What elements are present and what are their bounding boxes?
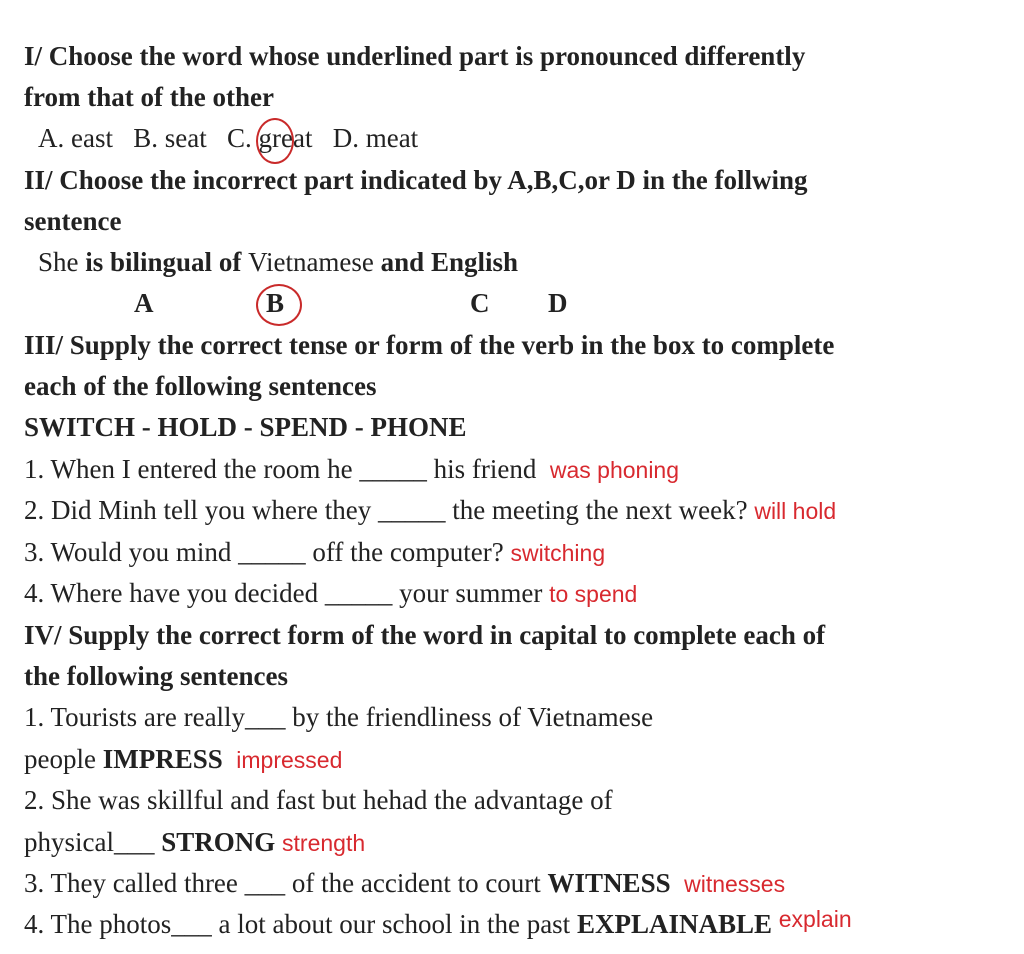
handwritten-answer: witnesses <box>684 871 786 897</box>
section3-item-4 <box>24 576 637 611</box>
capital-word: STRONG <box>161 827 276 857</box>
sentence-part-a: is bilingual <box>85 247 213 277</box>
item-text: people <box>24 744 103 774</box>
section4-item-4 <box>24 907 852 942</box>
section2-title-line1: II/ Choose the incorrect part indicated by A,B,C,or D in the follwing <box>24 165 808 195</box>
letter-b: B <box>266 288 285 318</box>
item-text: 2. Did Minh tell you where they _____ the meeting the next week? <box>24 495 748 525</box>
item-text: 4. Where have you decided _____ your summer <box>24 578 543 608</box>
sentence-part-she: She <box>38 247 86 277</box>
section3-item-3 <box>24 535 605 570</box>
section4-title-line1: IV/ Supply the correct form of the word in capital to complete each of <box>24 620 826 650</box>
answer-circle-c <box>256 118 294 164</box>
section2-title-line2: sentence <box>24 206 122 236</box>
section3-item-1 <box>24 452 679 487</box>
letter-d: D <box>548 288 568 318</box>
handwritten-answer: strength <box>282 830 366 856</box>
option-a: A. east <box>38 123 113 153</box>
capital-word: EXPLAINABLE <box>576 909 772 939</box>
section2-sentence <box>38 245 518 279</box>
section4-item-1-line2 <box>24 742 342 777</box>
section4-item-2-line1: 2. She was skillful and fast but hehad the advantage of <box>24 785 613 815</box>
sentence-part-b: of <box>212 247 249 277</box>
handwritten-answer: to spend <box>549 581 638 607</box>
section1-title-line2: from that of the other <box>24 82 274 112</box>
letter-c: C <box>470 288 490 318</box>
sentence-part-d: English <box>424 247 519 277</box>
section4-item-2-line2 <box>24 825 365 860</box>
option-d: D. meat <box>332 123 419 153</box>
handwritten-answer: explain <box>778 906 852 932</box>
item-text: 1. When I entered the room he _____ his friend <box>24 454 537 484</box>
capital-word: IMPRESS <box>102 744 223 774</box>
sentence-part-c: and <box>380 247 425 277</box>
sentence-part-vietnamese: Vietnamese <box>248 247 381 277</box>
section4-item-3 <box>24 866 785 901</box>
item-text: 3. Would you mind _____ off the computer? <box>24 537 504 567</box>
section1-options <box>38 121 418 155</box>
section4-item-1-line1: 1. Tourists are really___ by the friendliness of Vietnamese <box>24 702 654 732</box>
item-text: 3. They called three ___ of the accident to court <box>24 868 548 898</box>
handwritten-answer: was phoning <box>549 457 680 483</box>
item-text: physical___ <box>24 827 162 857</box>
section1-title-line1: I/ Choose the word whose underlined part is pronounced differently <box>24 41 806 71</box>
option-c: C. great <box>226 123 313 153</box>
handwritten-answer: impressed <box>236 747 343 773</box>
letter-a: A <box>134 288 154 318</box>
section3-title-line2: each of the following sentences <box>24 371 377 401</box>
option-b: B. seat <box>133 123 207 153</box>
section3-title-line1: III/ Supply the correct tense or form of the verb in the box to complete <box>24 330 835 360</box>
answer-circle-b <box>256 284 302 326</box>
item-text: 4. The photos___ a lot about our school in the past <box>24 909 577 939</box>
handwritten-answer: will hold <box>754 498 837 524</box>
section4-title-line2: the following sentences <box>24 661 288 691</box>
verb-box: SWITCH - HOLD - SPEND - PHONE <box>24 412 467 442</box>
handwritten-answer: switching <box>510 540 606 566</box>
section3-item-2 <box>24 493 836 528</box>
capital-word: WITNESS <box>547 868 671 898</box>
